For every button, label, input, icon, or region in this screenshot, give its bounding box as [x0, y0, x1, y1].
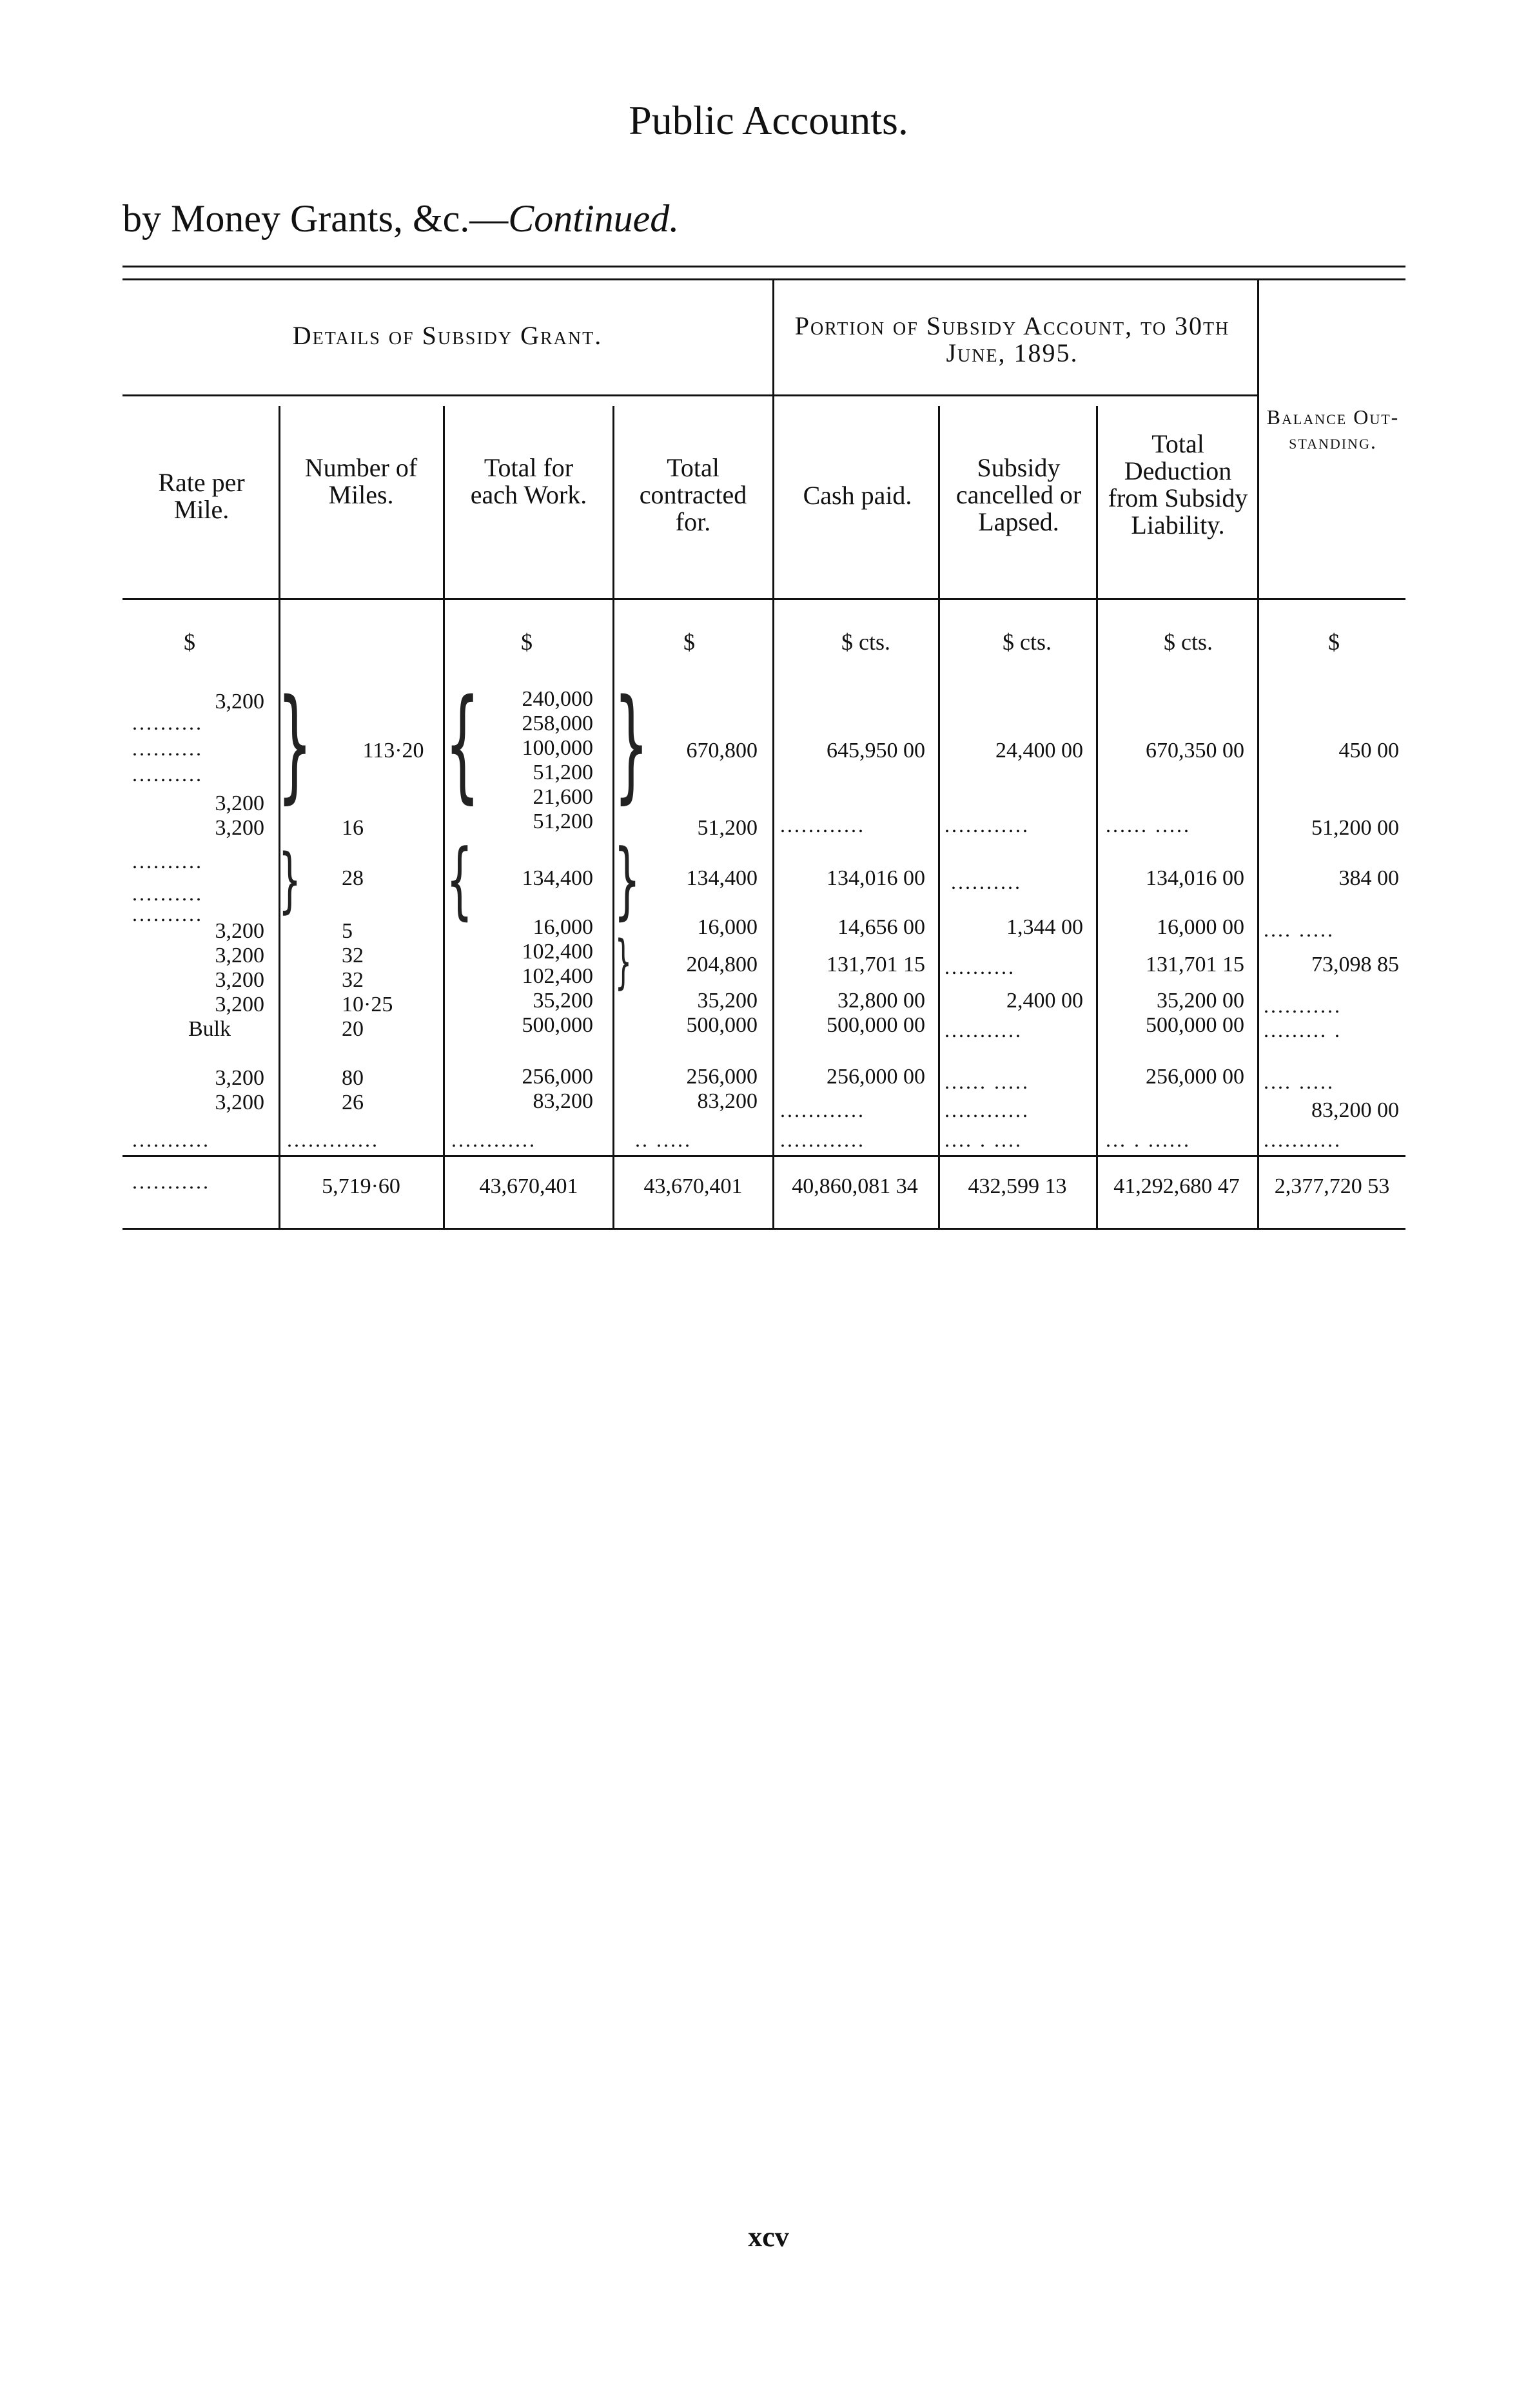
brace-left: {: [446, 831, 473, 929]
unit-deduction: $ cts.: [1164, 629, 1213, 655]
leader-dots: ..........: [945, 955, 1015, 978]
cash-paid-cell: 500,000 00: [827, 1013, 925, 1037]
cash-paid-cell: 134,016 00: [827, 866, 925, 890]
subtitle-text: by Money Grants, &c.—: [122, 197, 509, 240]
rate-cell: 3,200: [215, 944, 264, 967]
table-bottom-rule: [122, 1228, 1405, 1230]
rate-cell: 3,200: [215, 1091, 264, 1114]
totals-top-rule: [122, 1155, 1405, 1157]
balance-cell: 384 00: [1338, 866, 1399, 890]
deduction-cell: 670,350 00: [1146, 739, 1244, 762]
brace-right: }: [277, 673, 313, 815]
header-total-each: Total for each Work.: [470, 453, 587, 509]
header-cancelled: Subsidy cancelled or Lapsed.: [955, 453, 1082, 536]
unit-cash-paid: $ cts.: [841, 629, 890, 655]
col-divider-6: [1096, 406, 1098, 1228]
leader-dots: ...........: [1264, 994, 1342, 1017]
leader-dots: ...........: [132, 1170, 210, 1193]
total-miles: 5,719·60: [322, 1174, 400, 1198]
leader-dots: ..........: [132, 882, 203, 905]
leader-dots: .............: [287, 1128, 379, 1151]
total-cancelled: 432,599 13: [968, 1174, 1067, 1198]
balance-cell: 51,200 00: [1311, 816, 1399, 840]
total-deduction: 41,292,680 47: [1113, 1174, 1240, 1198]
header-balance: Balance Out-standing.: [1266, 405, 1400, 453]
total-contracted-cell: 134,400: [686, 866, 758, 890]
total-each-cell: 256,000: [522, 1065, 593, 1089]
header-bottom-rule: [122, 598, 1405, 600]
deduction-cell: 35,200 00: [1157, 989, 1244, 1013]
balance-cell: 450 00: [1338, 739, 1399, 762]
total-contracted-sum: 43,670,401: [643, 1174, 743, 1198]
leader-dots: ...........: [132, 1128, 210, 1151]
leader-dots: ..........: [951, 870, 1022, 893]
cash-paid-cell: 131,701 15: [827, 953, 925, 976]
rate-cell: 3,200: [215, 1066, 264, 1090]
total-each-cell: 102,400: [522, 940, 593, 964]
col-divider-5: [938, 406, 940, 1228]
unit-total-contracted: $: [683, 629, 695, 655]
rate-cell: 3,200: [215, 690, 264, 714]
unit-balance: $: [1328, 629, 1340, 655]
total-contracted-cell: 500,000: [686, 1013, 758, 1037]
cash-paid-cell: 32,800 00: [837, 989, 925, 1013]
deduction-cell: 16,000 00: [1157, 915, 1244, 939]
rate-cell: 3,200: [215, 968, 264, 992]
total-contracted-cell: 51,200: [697, 816, 758, 840]
leader-dots: ............: [780, 1128, 865, 1151]
col-divider-2: [443, 406, 445, 1228]
leader-dots: ..........: [132, 711, 203, 734]
rate-cell: 3,200: [215, 993, 264, 1016]
header-rate: Rate per Mile.: [158, 468, 245, 524]
total-each-cell: 240,000: [522, 687, 593, 711]
total-contracted-cell: 204,800: [686, 953, 758, 976]
deduction-cell: 134,016 00: [1146, 866, 1244, 890]
unit-rate: $: [184, 629, 195, 655]
cash-paid-cell: 645,950 00: [827, 739, 925, 762]
total-cash-paid: 40,860,081 34: [792, 1174, 918, 1198]
leader-dots: ..........: [132, 737, 203, 760]
total-each-cell: 100,000: [522, 736, 593, 760]
leader-dots: .... .....: [1264, 1070, 1335, 1093]
header-miles: Number of Miles.: [304, 453, 418, 509]
cash-paid-cell: 256,000 00: [827, 1065, 925, 1089]
leader-dots: ...........: [1264, 1128, 1342, 1151]
leader-dots: .. .....: [635, 1128, 692, 1151]
total-each-cell: 35,200: [533, 989, 593, 1013]
deduction-cell: 500,000 00: [1146, 1013, 1244, 1037]
leader-dots: .... .....: [1264, 918, 1335, 941]
cancelled-cell: 2,400 00: [1006, 989, 1083, 1013]
miles-cell: 28: [342, 866, 364, 890]
leader-dots: ............: [451, 1128, 536, 1151]
total-each-cell: 134,400: [522, 866, 593, 890]
leader-dots: ............: [945, 813, 1030, 837]
leader-dots: ..........: [132, 762, 203, 786]
miles-cell: 32: [342, 968, 364, 992]
total-contracted-cell: 256,000: [686, 1065, 758, 1089]
miles-cell: 16: [342, 816, 364, 840]
group-header-rule: [122, 394, 1257, 396]
rate-cell: Bulk: [188, 1017, 231, 1041]
brace-right: }: [279, 839, 301, 921]
page-title: Public Accounts.: [629, 97, 908, 143]
brace-right: }: [614, 673, 649, 815]
total-each-work: 43,670,401: [479, 1174, 578, 1198]
cash-paid-cell: 14,656 00: [837, 915, 925, 939]
header-deduction: Total Deduction from Subsidy Liability.: [1108, 429, 1248, 539]
col-divider-7: [1257, 278, 1259, 1228]
col-divider-3: [612, 406, 614, 1228]
table-top-rule-1: [122, 266, 1405, 267]
col-divider-1: [279, 406, 280, 1228]
leader-dots: ... . ......: [1106, 1128, 1191, 1151]
balance-cell: 83,200 00: [1311, 1098, 1399, 1122]
leader-dots: ..........: [132, 850, 203, 873]
total-contracted-cell: 35,200: [697, 989, 758, 1013]
miles-cell: 10·25: [342, 993, 393, 1016]
total-each-cell: 83,200: [533, 1089, 593, 1113]
miles-cell: 80: [342, 1066, 364, 1090]
unit-total-each: $: [521, 629, 533, 655]
leader-dots: ..........: [132, 902, 203, 926]
total-each-cell: 51,200: [533, 761, 593, 784]
deduction-cell: 256,000 00: [1146, 1065, 1244, 1089]
cancelled-cell: 24,400 00: [995, 739, 1083, 762]
total-each-cell: 51,200: [533, 810, 593, 833]
page-number: xcv: [748, 2221, 789, 2253]
leader-dots: ............: [780, 813, 865, 837]
brace-right: }: [614, 831, 641, 929]
leader-dots: ...... .....: [1106, 813, 1191, 837]
subtitle-continued: Continued.: [508, 197, 680, 240]
rate-cell: 3,200: [215, 816, 264, 840]
group-header-details: Details of Subsidy Grant.: [292, 321, 603, 350]
header-cash-paid: Cash paid.: [803, 481, 912, 510]
balance-cell: 73,098 85: [1311, 953, 1399, 976]
total-each-cell: 258,000: [522, 712, 593, 735]
total-contracted-cell: 83,200: [697, 1089, 758, 1113]
total-balance: 2,377,720 53: [1274, 1174, 1390, 1198]
leader-dots: ......... .: [1264, 1018, 1342, 1042]
col-divider-4: [772, 278, 774, 1228]
total-contracted-cell: 670,800: [686, 739, 758, 762]
leader-dots: .... . ....: [945, 1128, 1023, 1151]
leader-dots: ............: [780, 1098, 865, 1121]
miles-cell: 5: [342, 919, 353, 943]
total-each-cell: 21,600: [533, 785, 593, 809]
unit-cancelled: $ cts.: [1003, 629, 1052, 655]
header-total-contracted: Total contracted for.: [639, 453, 747, 536]
total-contracted-cell: 16,000: [697, 915, 758, 939]
total-each-cell: 102,400: [522, 964, 593, 988]
brace-right: }: [615, 928, 632, 996]
miles-cell: 20: [342, 1017, 364, 1041]
total-each-cell: 500,000: [522, 1013, 593, 1037]
miles-cell: 32: [342, 944, 364, 967]
miles-cell: 113·20: [362, 739, 424, 762]
leader-dots: ............: [945, 1098, 1030, 1121]
table-top-rule-2: [122, 278, 1405, 280]
leader-dots: ...... .....: [945, 1070, 1030, 1093]
brace-left: {: [445, 673, 480, 815]
leader-dots: ...........: [945, 1018, 1023, 1042]
cancelled-cell: 1,344 00: [1006, 915, 1083, 939]
miles-cell: 26: [342, 1091, 364, 1114]
deduction-cell: 131,701 15: [1146, 953, 1244, 976]
rate-cell: 3,200: [215, 919, 264, 943]
page-subtitle: [122, 197, 679, 241]
total-each-cell: 16,000: [533, 915, 593, 939]
group-header-portion: Portion of Subsidy Account, to 30th June, 1895.: [794, 311, 1230, 367]
rate-cell: 3,200: [215, 791, 264, 815]
